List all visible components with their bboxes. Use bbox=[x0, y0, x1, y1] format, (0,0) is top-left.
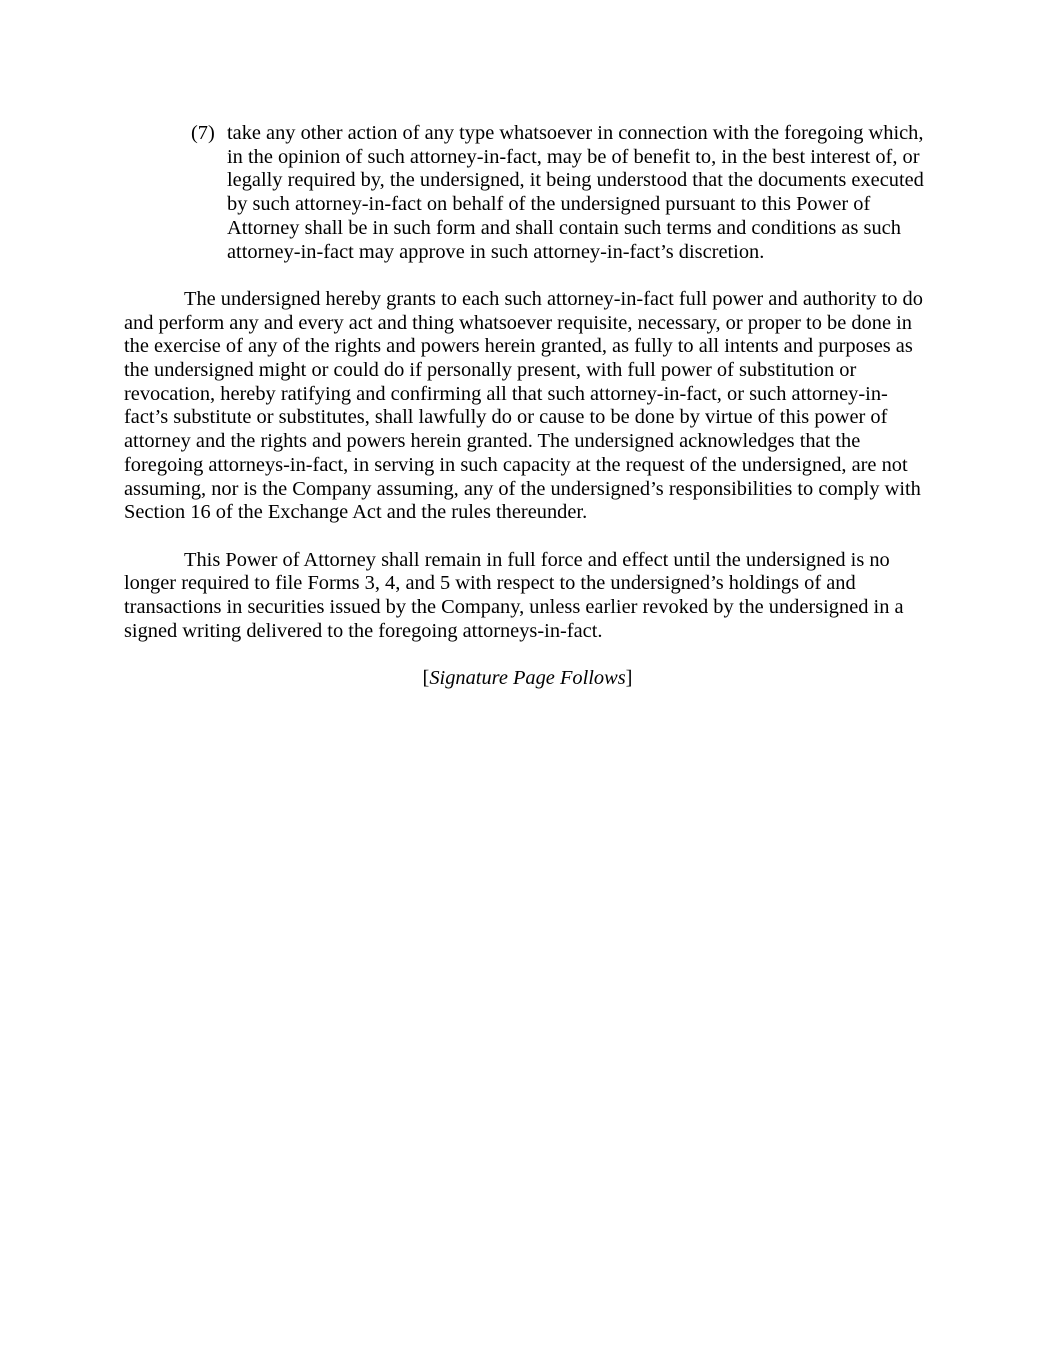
document-content bbox=[124, 122, 931, 691]
clause-number: (7) bbox=[191, 122, 215, 144]
numbered-clause-7 bbox=[124, 122, 931, 264]
paragraph-grant-of-authority: The undersigned hereby grants to each such attorney-in-fact full power and authority to do and perform any and every act and thing whatsoever requisite, necessary, or proper to be done in the exercise of any of the rights and powers herein granted, as fully to all intents and purposes as the undersigned might or could do if personally present, with full power of substitution or revocation, hereby ratifying and confirming all that such attorney-in-fact, or such attorney-in-fact’s substitute or substitutes, shall lawfully do or cause to be done by virtue of this power of attorney and the rights and powers herein granted. The undersigned acknowledges that the foregoing attorneys-in-fact, in serving in such capacity at the request of the undersigned, are not assuming, nor is the Company assuming, any of the undersigned’s responsibilities to comply with Section 16 of the Exchange Act and the rules thereunder. bbox=[124, 287, 923, 524]
signature-page-note bbox=[124, 667, 931, 691]
signature-note-text: Signature Page Follows bbox=[429, 667, 626, 690]
paragraph-duration-of-power: This Power of Attorney shall remain in full force and effect until the undersigned is no longer required to file Forms 3, 4, and 5 with respect to the undersigned’s holdings of and transactions in securities issued by the Company, unless earlier revoked by the undersigned in a signed writing delivered to the foregoing attorneys-in-fact. bbox=[124, 548, 904, 642]
signature-note-open-bracket: [ bbox=[422, 667, 430, 690]
signature-note-close-bracket: ] bbox=[625, 667, 633, 690]
clause-text: take any other action of any type whatsoever in connection with the foregoing which, in the opinion of such attorney-in-fact, may be of benefit to, in the best interest of, or legally required by, the undersigned, it being understood that the documents executed by such attorney-in-fact on behalf of the undersigned pursuant to this Power of Attorney shall be in such form and shall contain such terms and conditions as such attorney-in-fact may approve in such attorney-in-fact’s discretion. bbox=[227, 122, 924, 263]
